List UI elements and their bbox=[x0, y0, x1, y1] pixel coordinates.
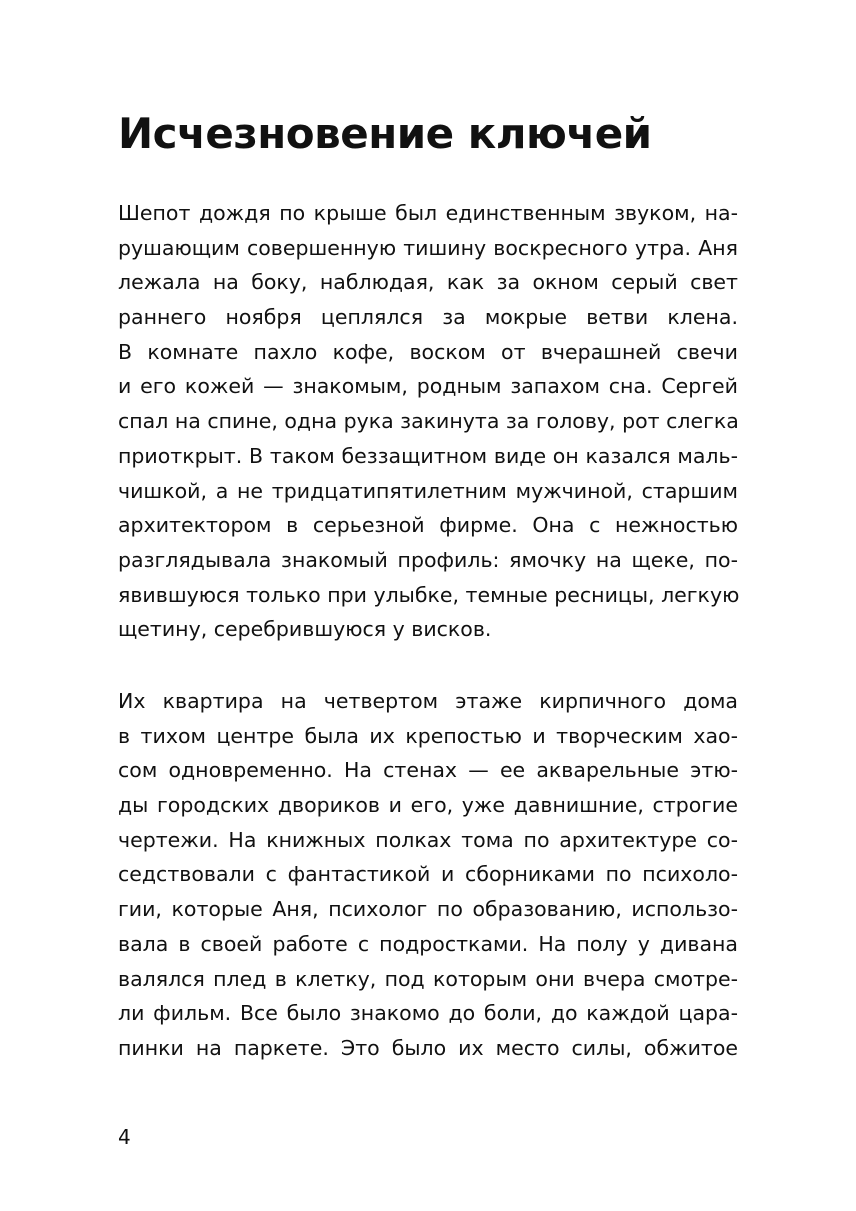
paragraph-1 bbox=[118, 196, 738, 647]
chapter-title: Исчезновение ключей bbox=[118, 109, 652, 158]
text-line: вала в своей работе с подростками. На полу у дивана bbox=[118, 931, 738, 956]
text-line: щетину, серебрившуюся у висков. bbox=[118, 617, 492, 642]
page-number: 4 bbox=[118, 1125, 131, 1149]
text-line: архитектором в серьезной фирме. Она с нежностью bbox=[118, 513, 738, 538]
text-line: приоткрыт. В таком беззащитном виде он казался маль- bbox=[118, 443, 738, 468]
text-line: гии, которые Аня, психолог по образованию, использо- bbox=[118, 897, 738, 922]
text-line: валялся плед в клетку, под которым они вчера смотре- bbox=[118, 966, 738, 991]
book-page bbox=[118, 0, 738, 1211]
text-line: пинки на паркете. Это было их место силы, обжитое bbox=[118, 1035, 738, 1060]
text-line: и его кожей — знакомым, родным запахом сна. Сергей bbox=[118, 374, 738, 399]
text-line: в тихом центре была их крепостью и творческим хао- bbox=[118, 723, 738, 748]
text-line: Их квартира на четвертом этаже кирпичного дома bbox=[118, 689, 738, 713]
text-line: чертежи. На книжных полках тома по архитектуре со- bbox=[118, 827, 738, 852]
text-line: седствовали с фантастикой и сборниками по психоло- bbox=[118, 862, 738, 887]
text-line: Шепот дождя по крыше был единственным звуком, на- bbox=[118, 201, 738, 225]
text-line: разглядывала знакомый профиль: ямочку на щеке, по- bbox=[118, 547, 738, 572]
text-line: ды городских двориков и его, уже давнишние, строгие bbox=[118, 793, 738, 818]
text-line: явившуюся только при улыбке, темные ресницы, легкую bbox=[118, 582, 740, 607]
text-line: В комнате пахло кофе, воском от вчерашней свечи bbox=[118, 339, 738, 364]
text-line: спал на спине, одна рука закинута за голову, рот слегка bbox=[118, 409, 739, 434]
text-line: лежала на боку, наблюдая, как за окном серый свет bbox=[118, 270, 738, 295]
text-line: чишкой, а не тридцатипятилетним мужчиной, старшим bbox=[118, 478, 738, 503]
text-line: ли фильм. Все было знакомо до боли, до каждой цара- bbox=[118, 1001, 738, 1026]
paragraph-2 bbox=[118, 684, 738, 1066]
text-line: раннего ноября цеплялся за мокрые ветви клена. bbox=[118, 305, 738, 330]
text-line: рушающим совершенную тишину воскресного утра. Аня bbox=[118, 235, 738, 260]
text-line: сом одновременно. На стенах — ее акварельные этю- bbox=[118, 758, 738, 783]
